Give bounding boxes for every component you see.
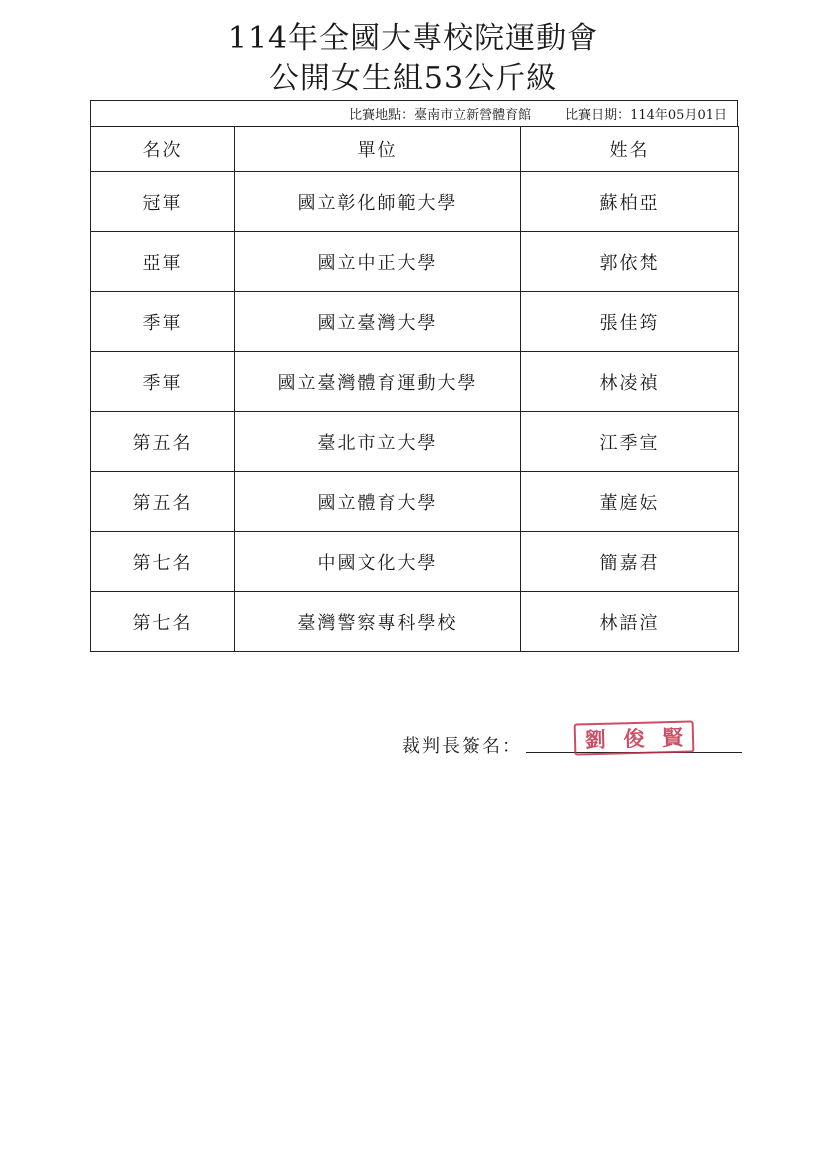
- match-info-row: [90, 100, 738, 126]
- table-row: [91, 532, 739, 592]
- table-row: [91, 592, 739, 652]
- rank-cell: 第七名: [91, 532, 235, 592]
- stamp-char: 俊: [623, 725, 645, 752]
- date-text: 比賽日期：114年05月01日: [565, 108, 727, 123]
- unit-cell: 國立彰化師範大學: [235, 172, 521, 232]
- unit-cell: 臺灣警察專科學校: [235, 592, 521, 652]
- rank-cell: 冠軍: [91, 172, 235, 232]
- column-header-name: 姓名: [521, 127, 739, 172]
- signature-area: [402, 724, 742, 758]
- unit-cell: 臺北市立大學: [235, 412, 521, 472]
- rank-cell: 亞軍: [91, 232, 235, 292]
- results-table: [90, 126, 739, 652]
- table-row: [91, 412, 739, 472]
- rank-cell: 第七名: [91, 592, 235, 652]
- signature-label: 裁判長簽名：: [402, 736, 522, 757]
- stamp-char: 賢: [661, 724, 684, 751]
- rank-cell: 第五名: [91, 472, 235, 532]
- table-header-row: [91, 127, 739, 172]
- name-cell: 董庭妘: [521, 472, 739, 532]
- page-subtitle: 公開女生組53公斤級: [268, 61, 558, 96]
- name-cell: 林語渲: [521, 592, 739, 652]
- name-cell: 江季宣: [521, 412, 739, 472]
- signature-stamp: [574, 720, 695, 755]
- table-row: [91, 352, 739, 412]
- table-row: [91, 292, 739, 352]
- results-sheet: [90, 100, 738, 652]
- rank-cell: 第五名: [91, 412, 235, 472]
- table-row: [91, 472, 739, 532]
- unit-cell: 國立中正大學: [235, 232, 521, 292]
- unit-cell: 國立臺灣體育運動大學: [235, 352, 521, 412]
- name-cell: 蘇柏亞: [521, 172, 739, 232]
- column-header-rank: 名次: [91, 127, 235, 172]
- name-cell: 張佳筠: [521, 292, 739, 352]
- column-header-unit: 單位: [235, 127, 521, 172]
- unit-cell: 中國文化大學: [235, 532, 521, 592]
- stamp-char: 劉: [584, 726, 607, 753]
- rank-cell: 季軍: [91, 292, 235, 352]
- name-cell: 郭依梵: [521, 232, 739, 292]
- unit-cell: 國立體育大學: [235, 472, 521, 532]
- name-cell: 簡嘉君: [521, 532, 739, 592]
- table-row: [91, 172, 739, 232]
- table-row: [91, 232, 739, 292]
- venue-text: 比賽地點：臺南市立新營體育館: [349, 108, 532, 123]
- page-title: 114年全國大專校院運動會: [227, 21, 599, 56]
- name-cell: 林凌禎: [521, 352, 739, 412]
- unit-cell: 國立臺灣大學: [235, 292, 521, 352]
- rank-cell: 季軍: [91, 352, 235, 412]
